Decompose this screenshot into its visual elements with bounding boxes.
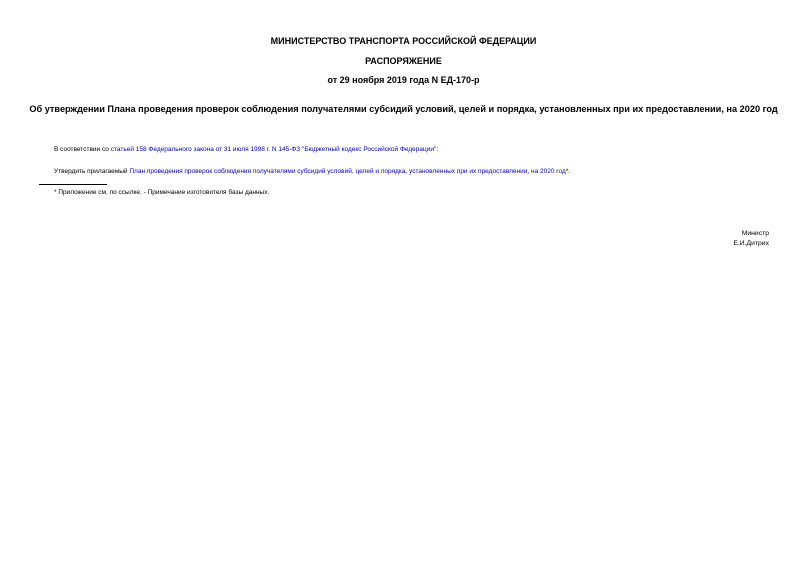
budget-code-link[interactable]: статьей 158 Федерального закона от 31 июля 1998 г. N 145-ФЗ "Бюджетный кодекс Российской Федерации" — [110, 146, 437, 153]
paragraph-approve-plan-prefix: Утвердить прилагаемый — [54, 168, 130, 175]
paragraph-legal-basis — [54, 146, 438, 153]
signatory-position: Министр — [741, 230, 769, 237]
ministry-heading: МИНИСТЕРСТВО ТРАНСПОРТА РОССИЙСКОЙ ФЕДЕРАЦИИ — [270, 36, 537, 46]
paragraph-approve-plan-suffix: *. — [565, 168, 571, 175]
inspection-plan-link[interactable]: План проведения проверок соблюдения получателями субсидий условий, целей и порядка, установленных при их предоставлении, на 2020 год — [129, 168, 566, 175]
document-type: РАСПОРЯЖЕНИЕ — [365, 56, 442, 66]
document-title: Об утверждении Плана проведения проверок соблюдения получателями субсидий условий, целей и порядка, установленных при их предоставлении, на 2020 год — [29, 104, 778, 114]
footnote-divider — [39, 184, 107, 185]
paragraph-approve-plan — [54, 168, 570, 175]
document-date-number: от 29 ноября 2019 года N ЕД-170-р — [327, 75, 480, 85]
signatory-name: Е.И.Дитрих — [733, 240, 769, 247]
paragraph-legal-basis-suffix: : — [436, 146, 439, 153]
paragraph-legal-basis-prefix: В соответствии со — [54, 146, 111, 153]
footnote-note: * Приложение см. по ссылке. - Примечание изготовителя базы данных. — [54, 189, 270, 196]
